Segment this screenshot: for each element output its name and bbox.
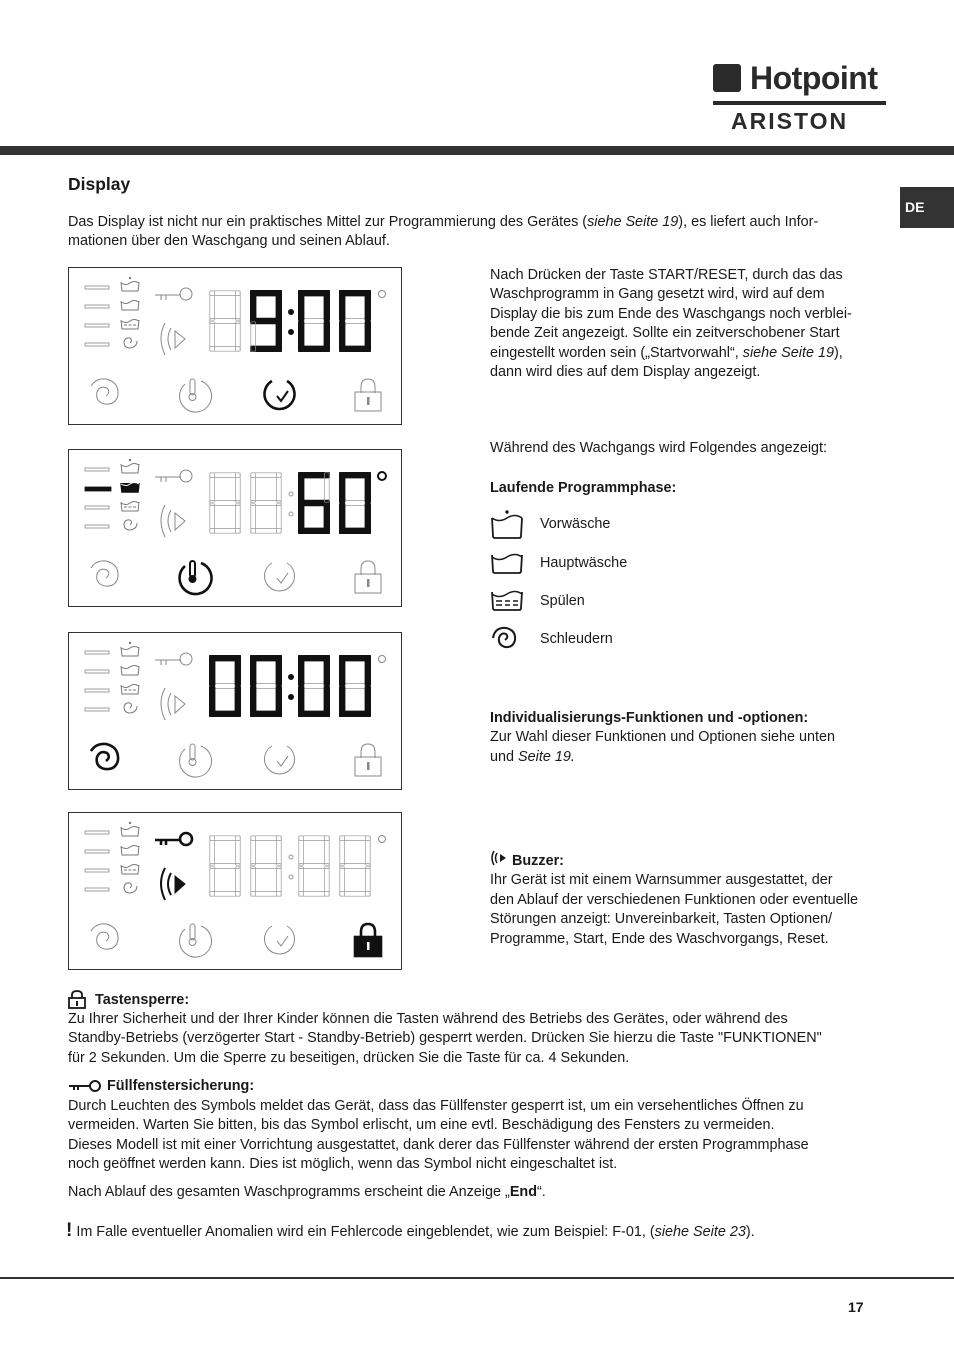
- buzzer-symbol: [161, 688, 185, 720]
- phase-bar: [85, 651, 109, 654]
- lcd-segment-on: [365, 655, 371, 686]
- lcd-segment-on: [298, 472, 304, 503]
- options-ref: Seite 19.: [518, 748, 575, 765]
- degree-symbol: [379, 291, 386, 298]
- start-line: eingestellt worden sein („Startvorwahl“,: [490, 344, 743, 361]
- lcd-digit: [340, 836, 370, 896]
- during-text: Während des Wachgangs wird Folgendes angezeigt:: [490, 440, 828, 456]
- lcd-digit: [210, 836, 240, 896]
- lcd-segment-off: [299, 867, 304, 896]
- brand-divider: [713, 101, 886, 105]
- language-tab: DE: [900, 187, 954, 228]
- buzzer-line: Störungen anzeigt: Unvereinbarkeit, Tasten Optionen/: [490, 911, 833, 928]
- pre-indicator: [121, 822, 139, 836]
- pre-indicator: [121, 459, 139, 473]
- lcd-segment-on: [250, 686, 256, 717]
- phase-bar: [85, 286, 109, 289]
- lcd-segment-on: [324, 290, 330, 321]
- delay-start-icon: [265, 746, 295, 774]
- spin-indicator: [124, 338, 137, 348]
- phase-title: Laufende Programmphase:: [490, 480, 677, 496]
- degree-symbol: [379, 656, 386, 663]
- buzzer-symbol: [161, 505, 185, 537]
- start-line-end: ),: [833, 344, 843, 361]
- key-lock-icon: [355, 924, 381, 956]
- lcd-segment-off: [251, 504, 256, 533]
- options-line: und: [490, 748, 519, 765]
- phase-bar: [85, 689, 109, 692]
- lcd-segment-on: [339, 321, 345, 352]
- display-panel-2: [68, 449, 402, 607]
- lcd-digit: [251, 836, 281, 896]
- temperature-icon: [180, 561, 212, 594]
- intro-paragraph: [68, 213, 868, 252]
- lcd-segment-on: [339, 655, 345, 686]
- lcd-digit: [339, 472, 371, 534]
- lcd-segment-off: [251, 867, 256, 896]
- end-note-text: Nach Ablauf des gesamten Waschprogramms erscheint die Anzeige „: [68, 1184, 510, 1200]
- lcd-segment-on: [324, 686, 330, 717]
- brand-logo-mark: [713, 64, 741, 92]
- temperature-icon: [180, 924, 212, 957]
- lock-title: [95, 991, 189, 1010]
- start-line: bende Zeit angezeigt. Sollte ein zeitverschobener Start: [490, 325, 840, 342]
- colon-dot: [289, 492, 293, 496]
- lcd-segment-on: [324, 655, 330, 686]
- start-line: dann wird dies auf dem Display angezeigt.: [490, 364, 761, 381]
- lcd-segment-off: [276, 867, 281, 896]
- colon-dot: [289, 310, 294, 315]
- spin-indicator: [124, 883, 137, 893]
- lcd-segment-off: [210, 473, 215, 502]
- buzzer-line: Programme, Start, Ende des Waschvorgangs, Reset.: [490, 930, 829, 947]
- lock-line: Zu Ihrer Sicherheit und der Ihrer Kinder können die Tasten während des Betriebs des Gerätes, oder während des: [68, 1011, 788, 1027]
- lcd-segment-on: [276, 686, 282, 717]
- lcd-segment-on: [250, 655, 256, 686]
- spin-icon: [490, 625, 526, 655]
- pre-indicator: [121, 277, 139, 291]
- lcd-segment-on: [324, 503, 330, 534]
- lcd-segment-off: [276, 504, 281, 533]
- end-code: End: [509, 1184, 537, 1200]
- degree-symbol: [378, 472, 386, 480]
- brand-name: Hotpoint: [750, 60, 878, 96]
- display-svg-3: [69, 633, 403, 791]
- spin-speed-icon: [91, 744, 118, 769]
- lcd-segment-off: [235, 867, 240, 896]
- lcd-digit: [250, 290, 282, 352]
- lcd-segment-on: [298, 503, 304, 534]
- options-title: Individualisierungs-Funktionen und -optionen:: [490, 710, 809, 726]
- lcd-segment-on: [298, 655, 304, 686]
- lcd-segment-off: [251, 473, 256, 502]
- phase-bar: [85, 888, 109, 891]
- page-number: 17: [848, 1299, 864, 1315]
- lcd-segment-off: [324, 836, 329, 865]
- lcd-digit: [209, 655, 241, 717]
- legend-label: Hauptwäsche: [540, 555, 628, 571]
- lock-paragraph: [68, 1010, 888, 1068]
- lcd-segment-on: [339, 503, 345, 534]
- options-line: Zur Wahl dieser Funktionen und Optionen siehe unten: [490, 729, 836, 746]
- legend-label: Schleudern: [540, 631, 613, 647]
- lock-line: für 2 Sekunden. Um die Sperre zu beseitigen, drücken Sie die Taste für ca. 4 Sekunden.: [68, 1049, 630, 1066]
- rinse-icon: [490, 587, 526, 617]
- main-indicator: [121, 301, 139, 311]
- lcd-segment-on: [365, 472, 371, 503]
- lcd-segment-on: [235, 686, 241, 717]
- display-panel-1: [68, 267, 402, 425]
- lcd-digit: [251, 473, 281, 533]
- door-paragraph: [68, 1097, 888, 1175]
- anomaly-ref: siehe Seite 23: [654, 1224, 746, 1240]
- lcd-segment-off: [235, 291, 240, 320]
- warning-icon: !: [66, 1220, 73, 1241]
- phase-bar: [85, 343, 109, 346]
- start-ref: siehe Seite 19: [742, 344, 834, 361]
- lcd-segment-off: [365, 867, 370, 896]
- phase-bar: [85, 525, 109, 528]
- lcd-segment-off: [276, 836, 281, 865]
- main-indicator: [121, 483, 139, 493]
- lcd-digit: [339, 655, 371, 717]
- lcd-segment-on: [235, 655, 241, 686]
- lcd-segment-off: [340, 836, 345, 865]
- phase-bar: [85, 324, 109, 327]
- lock-line: Standby-Betriebs (verzögerter Start - Standby-Betrieb) gesperrt werden. Drücken Sie hierzu die Taste "FUNKTIONEN": [68, 1030, 822, 1047]
- lcd-segment-on: [324, 321, 330, 352]
- door-line: noch geöffnet werden kann. Dies ist möglich, wenn das Symbol nicht eingeschaltet ist.: [68, 1156, 618, 1173]
- end-note: [68, 1183, 546, 1202]
- phase-bar: [85, 831, 109, 834]
- pre-indicator: [121, 642, 139, 656]
- colon-dot: [289, 675, 294, 680]
- spin-indicator: [124, 520, 137, 530]
- lcd-segment-on: [298, 290, 304, 321]
- intro-text-line2: mationen über den Waschgang und seinen Ablauf.: [68, 233, 390, 250]
- display-panel-3: [68, 632, 402, 790]
- spin-speed-icon: [91, 379, 118, 404]
- rinse-indicator: [121, 320, 139, 330]
- intro-ref: siehe Seite 19: [587, 214, 679, 230]
- lcd-segment-on: [298, 686, 304, 717]
- buzzer-line: den Ablauf der verschiedenen Funktionen oder eventuelle: [490, 891, 859, 908]
- lcd-segment-off: [235, 504, 240, 533]
- temperature-icon: [180, 379, 212, 412]
- lcd-segment-on: [250, 290, 256, 321]
- lcd-segment-off: [340, 867, 345, 896]
- main-indicator: [121, 666, 139, 676]
- key-symbol: [155, 833, 192, 845]
- lcd-segment-off: [235, 473, 240, 502]
- start-line: Waschprogramm in Gang gesetzt wird, wird auf dem: [490, 286, 825, 303]
- lcd-digit: [298, 290, 330, 352]
- buzzer-symbol: [161, 323, 185, 355]
- key-lock-icon: [355, 561, 381, 593]
- lcd-segment-off: [299, 836, 304, 865]
- delay-start-icon: [265, 926, 295, 954]
- lcd-digit: [299, 836, 329, 896]
- lcd-segment-on: [276, 321, 282, 352]
- section-title: Display: [68, 174, 131, 194]
- phase-bar: [85, 468, 109, 471]
- colon-dot: [289, 855, 293, 859]
- key-symbol: [155, 653, 192, 665]
- lcd-digit: [210, 291, 240, 351]
- prewash-icon: [490, 510, 526, 540]
- delay-start-icon: [265, 381, 295, 409]
- anomaly-text: Im Falle eventueller Anomalien wird ein Fehlercode eingeblendet, wie zum Beispiel: F-01, (: [72, 1224, 655, 1240]
- header-bar: [0, 146, 954, 155]
- lcd-segment-on: [276, 655, 282, 686]
- lcd-segment-on: [339, 686, 345, 717]
- key-lock-icon: [355, 379, 381, 411]
- legend-label: Spülen: [540, 593, 585, 609]
- lcd-segment-on: [365, 686, 371, 717]
- spin-indicator: [124, 703, 137, 713]
- lcd-segment-on: [339, 472, 345, 503]
- lcd-digit: [250, 655, 282, 717]
- phase-bar: [85, 850, 109, 853]
- lcd-digit: [210, 473, 240, 533]
- door-title-text: Füllfenstersicherung:: [107, 1078, 255, 1094]
- legend-label: Vorwäsche: [540, 516, 611, 532]
- anomaly-tail: ).: [745, 1224, 755, 1240]
- lock-title-text: Tastensperre:: [95, 992, 190, 1008]
- intro-text-a: Das Display ist nicht nur ein praktisches Mittel zur Programmierung des Gerätes (: [68, 214, 588, 230]
- delay-start-icon: [265, 563, 295, 591]
- colon-dot: [289, 512, 293, 516]
- phase-bar: [85, 670, 109, 673]
- options-paragraph: [490, 709, 890, 767]
- lcd-segment-off: [365, 836, 370, 865]
- degree-symbol: [379, 836, 386, 843]
- brand-sub: ARISTON: [731, 108, 849, 134]
- key-lock-icon: [355, 744, 381, 776]
- phase-bar: [85, 708, 109, 711]
- display-svg-4: [69, 813, 403, 971]
- colon-dot: [289, 695, 294, 700]
- phase-bar: [85, 487, 111, 491]
- lcd-segment-off: [210, 867, 215, 896]
- lcd-segment-on: [276, 290, 282, 321]
- main-indicator: [121, 846, 139, 856]
- brand-logo: [712, 62, 888, 136]
- display-panel-4: [68, 812, 402, 970]
- lcd-digit: [298, 472, 330, 534]
- phase-bar: [85, 869, 109, 872]
- display-svg-2: [69, 450, 403, 608]
- lcd-segment-on: [209, 686, 215, 717]
- lcd-segment-off: [210, 504, 215, 533]
- phase-bar: [85, 305, 109, 308]
- colon-dot: [289, 875, 293, 879]
- temperature-icon: [180, 744, 212, 777]
- buzzer-line: Ihr Gerät ist mit einem Warnsummer ausgestattet, der: [490, 872, 833, 889]
- lcd-segment-off: [235, 322, 240, 351]
- rinse-indicator: [121, 685, 139, 695]
- rinse-indicator: [121, 502, 139, 512]
- start-paragraph: [490, 266, 890, 382]
- key-symbol: [155, 288, 192, 300]
- lcd-segment-on: [365, 290, 371, 321]
- lcd-segment-on: [365, 321, 371, 352]
- lcd-segment-off: [210, 836, 215, 865]
- lcd-segment-off: [210, 322, 215, 351]
- lcd-digit: [298, 655, 330, 717]
- lcd-digit: [339, 290, 371, 352]
- rinse-indicator: [121, 865, 139, 875]
- colon-dot: [289, 330, 294, 335]
- phase-bar: [85, 506, 109, 509]
- lcd-segment-off: [251, 836, 256, 865]
- anomaly-note: [66, 1221, 755, 1242]
- start-line: Display die bis zum Ende des Waschgangs noch verblei-: [490, 305, 852, 322]
- end-note-tail: “.: [537, 1184, 546, 1200]
- mainwash-icon: [490, 549, 526, 579]
- lcd-segment-off: [235, 836, 240, 865]
- buzzer-title: Buzzer:: [512, 853, 564, 869]
- buzzer-paragraph: [490, 852, 890, 949]
- buzzer-symbol: [161, 868, 185, 900]
- lcd-segment-off: [276, 473, 281, 502]
- door-line: Dieses Modell ist mit einer Vorrichtung ausgestattet, dank derer das Füllfenster während der ersten Programmphase: [68, 1136, 809, 1153]
- lcd-segment-on: [365, 503, 371, 534]
- start-line: Nach Drücken der Taste START/RESET, durch das das: [490, 267, 843, 283]
- spin-speed-icon: [91, 561, 118, 586]
- door-line: vermeiden. Warten Sie bitten, bis das Symbol erlischt, um eine evtl. Beschädigung des Fensters zu vermeiden.: [68, 1117, 775, 1134]
- lock-icon: [67, 989, 87, 1009]
- key-symbol: [155, 470, 192, 482]
- footer-rule: [0, 1277, 954, 1279]
- spin-speed-icon: [91, 924, 118, 949]
- lcd-segment-on: [339, 290, 345, 321]
- lcd-segment-on: [209, 655, 215, 686]
- lcd-segment-off: [324, 867, 329, 896]
- key-icon: [68, 1078, 102, 1094]
- display-svg-1: [69, 268, 403, 426]
- door-title: [107, 1077, 254, 1096]
- lcd-segment-off: [210, 291, 215, 320]
- door-line: Durch Leuchten des Symbols meldet das Gerät, dass das Füllfenster gesperrt ist, um ein versehentliches Öffnen zu: [68, 1098, 804, 1114]
- lcd-segment-on: [298, 321, 304, 352]
- intro-text-b: ), es liefert auch Infor-: [678, 214, 819, 230]
